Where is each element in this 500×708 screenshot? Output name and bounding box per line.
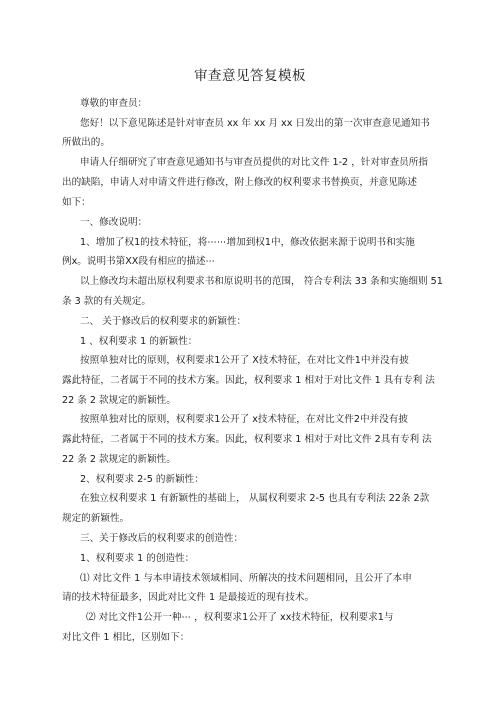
paragraph-line: 您好！以下意见陈述是针对审查员 xx 年 xx 月 xx 日发出的第一次审查意见通知书 <box>80 118 430 129</box>
subsection-heading: 1 、权利要求 1 的新颖性： <box>80 336 198 347</box>
paragraph-line: ⑴ 对比文件 1 与本申请技术领域相同、所解决的技术问题相同，且公开了本申 <box>80 573 412 584</box>
section-heading: 三、关于修改后的权利要求的创造性： <box>80 533 244 544</box>
paragraph-line: 出的缺陷，申请人对申请文件进行修改，附上修改的权利要求书替换页，并意见陈述 <box>62 177 417 188</box>
paragraph-line: 按照单独对比的原则，权利要求1公开了 X技术特征，在对比文件1中并没有披 <box>80 355 409 366</box>
subsection-heading: 1、权利要求 1 的创造性： <box>80 553 195 564</box>
paragraph-line: 在独立权利要求 1 有新颖性的基础上， 从属权利要求 2-5 也具有专利法 22条 2款 <box>80 493 430 504</box>
paragraph-line: 如下： <box>62 197 91 208</box>
paragraph-line: 1、增加了权1的技术特征，将⋯⋯增加到权1中，修改依据来源于说明书和实施 <box>80 237 415 248</box>
paragraph-line: 22 条 2 款规定的新颖性。 <box>62 454 176 465</box>
paragraph-line: 所做出的。 <box>62 137 110 148</box>
paragraph-line: 请的技术特征最多，因此对比文件 1 是最接近的现有技术。 <box>62 592 315 603</box>
paragraph-line: 例x。说明书第XX段有相应的描述⋯ <box>62 256 216 267</box>
paragraph-line: 22 条 2 款规定的新颖性。 <box>62 395 176 406</box>
subsection-heading: 2、权利要求 2-5 的新颖性： <box>80 474 204 485</box>
section-heading: 二、 关于修改后的权利要求的新颖性： <box>80 316 247 327</box>
paragraph-line: 露此特征，二者属于不同的技术方案。因此，权利要求 1 相对于对比文件 2具有专利 法 <box>62 434 432 445</box>
section-heading: 一、修改说明： <box>80 217 148 228</box>
paragraph-line: 规定的新颖性。 <box>62 513 130 524</box>
salutation: 尊敬的审查员： <box>80 98 148 109</box>
document-title: 审查意见答复模板 <box>194 68 306 84</box>
paragraph-line: 露此特征，二者属于不同的技术方案。因此，权利要求 1 相对于对比文件 1 具有专利 法 <box>62 375 435 386</box>
paragraph-line: 申请人仔细研究了审查意见通知书与审查员提供的对比文件 1-2 ，针对审查员所指 <box>80 157 428 168</box>
paragraph-line: 以上修改均未超出原权利要求书和原说明书的范围， 符合专利法 33 条和实施细则 51 <box>80 276 443 287</box>
paragraph-line: 对比文件 1 相比，区别如下： <box>62 632 190 643</box>
paragraph-line: 按照单独对比的原则，权利要求1公开了 x技术特征，在对比文件2中并没有披 <box>80 414 408 425</box>
paragraph-line: 条 3 款的有关规定。 <box>62 296 151 307</box>
paragraph-line: ⑵ 对比文件1公开一种⋯ ，权利要求1公开了 xx技术特征，权利要求1与 <box>86 612 394 623</box>
